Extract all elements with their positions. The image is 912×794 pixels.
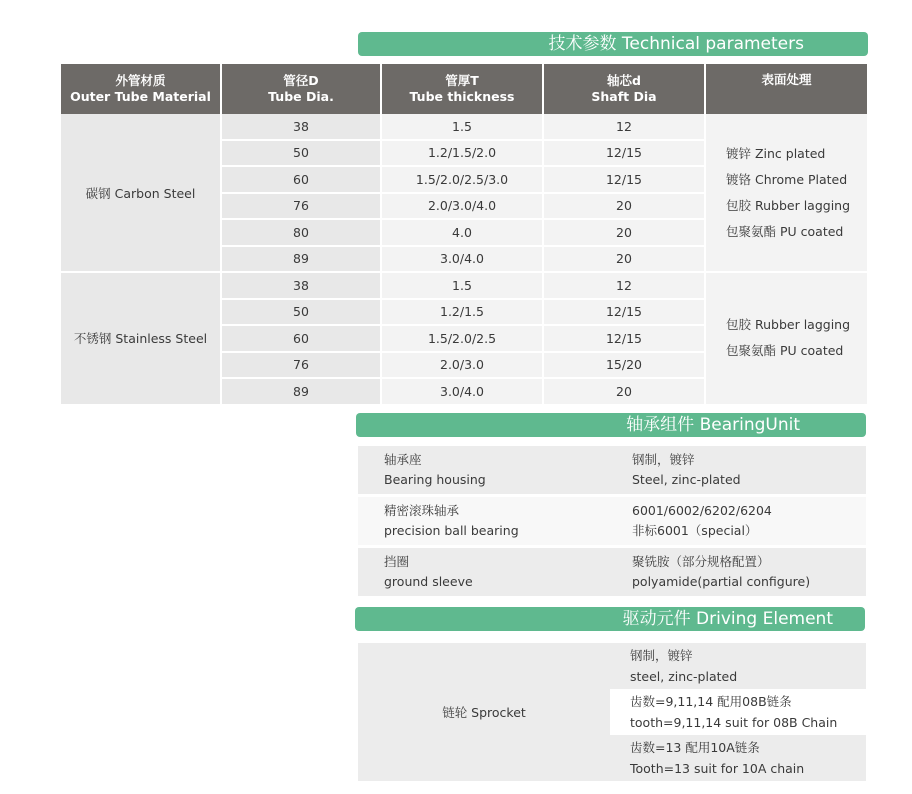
surface-treatment-stainless: [705, 272, 867, 405]
tube-thickness-cell: 1.5: [381, 114, 543, 140]
header-shaft-dia: [543, 64, 705, 114]
surface-item: 包聚氨酯 PU coated: [726, 343, 844, 359]
table-row: [358, 547, 866, 598]
shaft-dia-cell: 12/15: [543, 325, 705, 352]
tube-dia-cell: 50: [221, 140, 381, 167]
header-surface-treatment: [705, 64, 867, 114]
header-cn: 管厚T: [445, 73, 479, 88]
driving-banner-title: 驱动元件 Driving Element: [622, 609, 833, 629]
table-row: [61, 272, 867, 299]
surface-treatment-carbon: [705, 114, 867, 272]
driving-spec-cell: [610, 643, 866, 689]
component-name-en: ground sleeve: [384, 574, 473, 589]
header-cn: 表面处理: [761, 72, 812, 87]
bearing-spec-cell: [612, 446, 866, 496]
header-tube-dia: [221, 64, 381, 114]
shaft-dia-cell: 15/20: [543, 352, 705, 379]
table-row: [358, 496, 866, 547]
tube-dia-cell: 60: [221, 325, 381, 352]
spec-line: 齿数=13 配用10A链条: [630, 740, 760, 755]
tube-thickness-cell: 4.0: [381, 219, 543, 246]
spec-line: steel, zinc-plated: [630, 669, 738, 684]
driving-spec-cell: [610, 689, 866, 735]
component-name-en: precision ball bearing: [384, 523, 519, 538]
sprocket-label: 链轮 Sprocket: [358, 643, 610, 781]
header-en: Tube Dia.: [268, 89, 334, 104]
tube-dia-cell: 38: [221, 272, 381, 299]
shaft-dia-cell: 12: [543, 114, 705, 140]
surface-item: 包聚氨酯 PU coated: [726, 223, 844, 239]
tube-dia-cell: 38: [221, 114, 381, 140]
bearing-spec-cell: [612, 496, 866, 547]
tube-thickness-cell: 3.0/4.0: [381, 246, 543, 273]
tube-dia-cell: 80: [221, 219, 381, 246]
tube-thickness-cell: 2.0/3.0: [381, 352, 543, 379]
tube-thickness-cell: 1.5: [381, 272, 543, 299]
spec-line: 齿数=9,11,14 配用08B链条: [630, 694, 792, 709]
spec-line: 聚铣胺（部分规格配置）: [632, 554, 770, 569]
tube-thickness-cell: 1.5/2.0/2.5/3.0: [381, 166, 543, 193]
surface-item: 包胶 Rubber lagging: [726, 197, 851, 213]
table-row: [61, 114, 867, 140]
driving-spec-cell: [610, 735, 866, 781]
bearing-unit-banner: [356, 413, 866, 437]
header-outer-tube-material: [61, 64, 221, 114]
tube-dia-cell: 50: [221, 299, 381, 326]
spec-line: 钢制，镀锌: [630, 648, 693, 663]
bearing-unit-table: [358, 446, 866, 599]
table-header-row: [61, 64, 867, 114]
shaft-dia-cell: 12/15: [543, 140, 705, 167]
bearing-component-cell: [358, 496, 612, 547]
tube-dia-cell: 60: [221, 166, 381, 193]
technical-parameters-banner: [358, 32, 868, 56]
table-row: [358, 643, 866, 689]
spec-line: Steel, zinc-plated: [632, 472, 741, 487]
shaft-dia-cell: 20: [543, 193, 705, 220]
spec-line: tooth=9,11,14 suit for 08B Chain: [630, 715, 838, 730]
header-en: Shaft Dia: [591, 89, 657, 104]
tube-dia-cell: 89: [221, 378, 381, 405]
shaft-dia-cell: 20: [543, 246, 705, 273]
spec-line: polyamide(partial configure): [632, 574, 811, 589]
shaft-dia-cell: 20: [543, 219, 705, 246]
spec-line: 6001/6002/6202/6204: [632, 503, 772, 518]
shaft-dia-cell: 12: [543, 272, 705, 299]
tube-dia-cell: 76: [221, 352, 381, 379]
tube-thickness-cell: 1.2/1.5: [381, 299, 543, 326]
component-name-cn: 挡圈: [384, 554, 410, 569]
surface-item: 镀铬 Chrome Plated: [726, 171, 848, 187]
tube-dia-cell: 89: [221, 246, 381, 273]
header-cn: 轴芯d: [607, 73, 641, 88]
bearing-component-cell: [358, 547, 612, 598]
spec-line: 非标6001（special）: [632, 523, 758, 538]
spec-line: 钢制，镀锌: [632, 452, 695, 467]
technical-parameters-table: [61, 64, 867, 406]
header-cn: 外管材质: [115, 73, 166, 88]
tube-thickness-cell: 1.2/1.5/2.0: [381, 140, 543, 167]
technical-banner-title: 技术参数 Technical parameters: [548, 34, 804, 54]
header-cn: 管径D: [283, 73, 319, 88]
material-carbon-steel: 碳钢 Carbon Steel: [61, 114, 221, 272]
component-name-cn: 精密滚珠轴承: [384, 503, 460, 518]
tube-thickness-cell: 3.0/4.0: [381, 378, 543, 405]
header-tube-thickness: [381, 64, 543, 114]
tube-dia-cell: 76: [221, 193, 381, 220]
shaft-dia-cell: 12/15: [543, 166, 705, 193]
bearing-banner-title: 轴承组件 BearingUnit: [626, 415, 800, 435]
table-row: [358, 446, 866, 496]
component-name-en: Bearing housing: [384, 472, 486, 487]
driving-element-table: [358, 643, 866, 781]
spec-line: Tooth=13 suit for 10A chain: [630, 761, 805, 776]
material-stainless-steel: 不锈钢 Stainless Steel: [61, 272, 221, 405]
tube-thickness-cell: 2.0/3.0/4.0: [381, 193, 543, 220]
header-en: Tube thickness: [409, 89, 515, 104]
shaft-dia-cell: 20: [543, 378, 705, 405]
surface-item: 镀锌 Zinc plated: [726, 145, 826, 161]
driving-element-banner: [355, 607, 865, 631]
tube-thickness-cell: 1.5/2.0/2.5: [381, 325, 543, 352]
surface-item: 包胶 Rubber lagging: [726, 317, 851, 333]
shaft-dia-cell: 12/15: [543, 299, 705, 326]
bearing-spec-cell: [612, 547, 866, 598]
header-en: Outer Tube Material: [70, 89, 211, 104]
component-name-cn: 轴承座: [384, 452, 422, 467]
bearing-component-cell: [358, 446, 612, 496]
